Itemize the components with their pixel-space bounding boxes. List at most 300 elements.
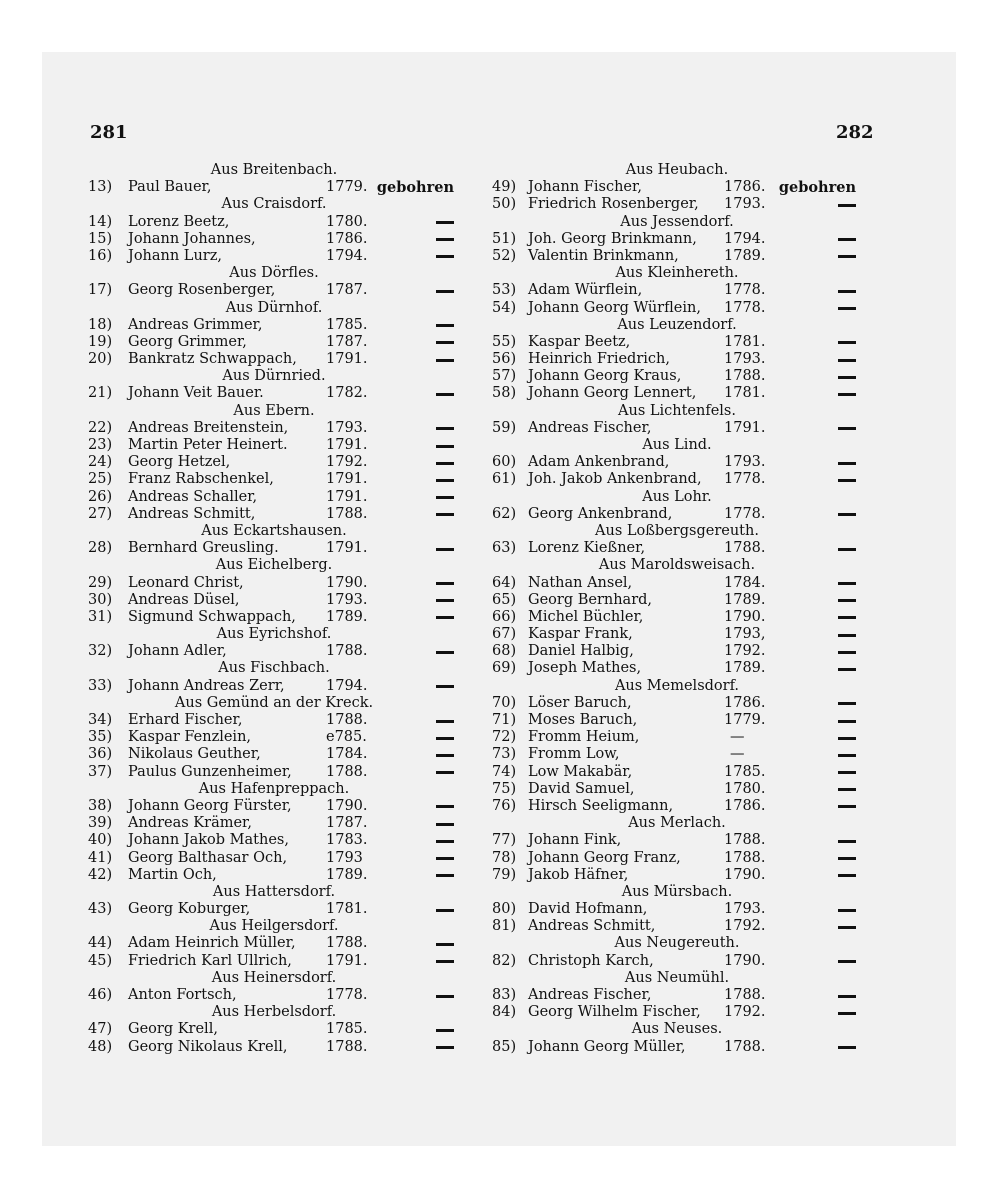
entry-number: 25) [88,471,113,488]
list-item [88,420,460,437]
entry-mark [838,867,856,884]
entry-year: 1788. [326,712,368,728]
dash-mark [436,909,454,912]
entry-number: 69) [492,660,517,677]
entry-name: Lorenz Kießner, [528,540,646,557]
dash-mark [436,857,454,860]
entry-year: 1788. [724,368,766,385]
entry-mark [436,729,454,746]
entry-mark [838,746,856,763]
entry-number: 72) [492,729,517,746]
entry-mark [436,609,454,626]
entry-name: Georg Krell, [128,1021,218,1038]
section-heading: Aus Maroldsweisach. [598,557,756,574]
entry-number: 31) [88,608,113,625]
dash-mark [436,960,454,963]
entry-name: Fromm Low, [528,746,620,763]
entry-mark [436,437,454,454]
section-heading: Aus Kleinhereth. [615,265,739,282]
entry-number: 32) [88,643,113,660]
dash-mark [436,290,454,293]
list-item [88,850,460,867]
list-item [492,626,862,643]
entry-name: Hirsch Seeligmann, [528,797,674,814]
entry-number: 18) [88,316,113,333]
entry-mark [436,746,454,763]
section-heading: Aus Neuses. [631,1021,723,1038]
entry-name: Johann Andreas Zerr, [128,677,285,694]
section-heading: Aus Herbelsdorf. [211,1004,337,1021]
entry-mark [436,764,454,781]
section-heading: Aus Merlach. [628,815,726,832]
entry-name: Georg Rosenberger, [128,282,276,299]
list-item [492,471,862,488]
entry-year: 1791. [326,952,368,969]
entry-name: Adam Würflein, [528,282,643,299]
entry-year: 1787. [326,815,368,832]
entry-year: 1781. [724,333,766,350]
entry-mark [436,815,454,832]
entry-mark [838,334,856,351]
entry-name: Johann Georg Fürster, [128,797,292,814]
list-item [492,385,862,402]
entry-name: Sigmund Schwappach, [128,608,296,625]
entry-number: 44) [88,935,113,952]
entry-name: Georg Ankenbrand, [528,505,673,522]
entry-year: 1786. [724,179,766,196]
entry-number: 42) [88,866,113,883]
list-item [492,1004,862,1021]
entry-mark [436,592,454,609]
list-item [88,798,460,815]
entry-year: 1779. [724,712,766,728]
entry-number: 55) [492,333,517,350]
entry-mark [436,471,454,488]
entry-mark [436,420,454,437]
list-item [492,867,862,884]
entry-year: 1785. [326,1021,368,1038]
entry-name: Moses Baruch, [528,712,638,728]
entry-year: 1786. [724,797,766,814]
dash-mark [838,634,856,637]
dash-mark [838,582,856,585]
list-item [88,764,460,781]
entry-mark [838,798,856,815]
entry-name: Low Makabär, [528,763,633,780]
entry-name: Jakob Häfner, [528,866,629,883]
entry-number: 59) [492,419,517,436]
dash-mark [436,479,454,482]
entry-name: Andreas Schaller, [128,488,258,505]
entry-year: 1791. [326,437,368,453]
list-item [88,179,460,196]
list-item [492,695,862,712]
entry-year: 1788. [326,1038,368,1055]
list-item [492,196,862,213]
list-item [88,1021,460,1038]
list-item [492,953,862,970]
section-heading: Aus Hattersdorf. [212,883,336,900]
entry-year: 1791. [326,471,368,488]
list-item [88,1039,460,1056]
list-item [492,781,862,798]
entry-name: Kaspar Fenzlein, [128,729,252,746]
list-item [88,454,460,471]
dash-mark [838,874,856,877]
entry-number: 68) [492,643,517,660]
entry-name: Leonard Christ, [128,574,244,591]
section-heading: Aus Lichtenfels. [618,402,736,419]
entry-mark [436,1021,454,1038]
entry-name: Johann Georg Franz, [528,849,681,866]
dash-mark [838,771,856,774]
section-heading: Aus Dörfles. [229,265,319,282]
dash-mark [436,599,454,602]
entry-year: 1791. [724,419,766,436]
dash-mark [838,513,856,516]
list-item [492,609,862,626]
entry-number: 51) [492,230,517,247]
entry-mark [838,540,856,557]
entry-mark [436,540,454,557]
entry-year: 1781. [724,385,766,402]
entry-mark [436,867,454,884]
entry-number: 73) [492,746,517,763]
entry-name: Anton Fortsch, [128,987,237,1003]
entry-number: 47) [88,1021,113,1038]
entry-year: 1793. [326,591,368,608]
entry-number: 22) [88,419,113,436]
entry-mark [838,626,856,643]
dash-mark [838,427,856,430]
entry-name: Friedrich Rosenberger, [528,196,699,213]
entry-year: 1784. [326,746,368,763]
list-item [88,987,460,1004]
entry-name: Andreas Schmitt, [528,918,656,935]
entry-year: 1788. [326,643,368,660]
entry-number: 81) [492,918,517,935]
entry-number: 62) [492,505,517,522]
list-item [492,764,862,781]
entry-name: Paul Bauer, [128,179,212,196]
entry-number: 67) [492,626,517,643]
list-item [88,334,460,351]
entry-mark [838,575,856,592]
dash-mark [838,805,856,808]
entry-number: 38) [88,797,113,814]
entry-year: 1785. [326,316,368,333]
dash-mark [838,341,856,344]
entry-name: Adam Heinrich Müller, [128,935,296,952]
dash-mark [436,754,454,757]
entry-name: Löser Baruch, [528,694,632,711]
entry-year: e785. [326,729,367,746]
list-item [492,248,862,265]
dash-mark [838,479,856,482]
section-heading: Aus Loßbergsgereuth. [595,522,759,539]
section-heading: Aus Lohr. [642,488,712,505]
entry-number: 15) [88,230,113,247]
list-item [88,867,460,884]
entry-name: Andreas Breitenstein, [128,419,289,436]
entry-name: Johann Johannes, [128,230,256,247]
entry-number: 56) [492,351,517,368]
entry-number: 52) [492,247,517,264]
dash-mark [838,668,856,671]
entry-mark [838,300,856,317]
dash-mark [838,720,856,723]
entry-year: 1793 [326,849,363,866]
entry-mark [838,385,856,402]
entry-mark [436,214,454,231]
entry-number: 80) [492,901,517,918]
list-item [492,660,862,677]
entry-number: 61) [492,471,517,488]
dash-mark [838,754,856,757]
dash-mark [838,290,856,293]
entry-mark [838,781,856,798]
entry-year: — [730,729,745,746]
list-item [492,798,862,815]
entry-number: 84) [492,1004,517,1021]
entry-number: 40) [88,832,113,849]
list-item [492,454,862,471]
section-heading: Aus Eckartshausen. [201,522,347,539]
entry-name: Bernhard Greusling. [128,540,279,557]
entry-number: 74) [492,763,517,780]
entry-mark [838,953,856,970]
section-heading: Aus Leuzendorf. [617,316,737,333]
entry-mark [838,454,856,471]
entry-number: 58) [492,385,517,402]
entry-name: Joh. Georg Brinkmann, [528,230,697,247]
entry-name: Georg Koburger, [128,901,251,918]
list-item [492,334,862,351]
list-item [88,815,460,832]
list-item [492,850,862,867]
entry-mark [436,935,454,952]
list-item [88,471,460,488]
dash-mark [436,427,454,430]
entry-year: 1793. [724,454,766,471]
entry-year: 1778. [724,282,766,299]
entry-number: 57) [492,368,517,385]
list-item [492,1039,862,1056]
dash-mark [436,874,454,877]
dash-mark [436,823,454,826]
entry-mark [838,248,856,265]
entry-number: 65) [492,591,517,608]
dash-mark [436,995,454,998]
entry-mark [838,660,856,677]
entry-mark [838,609,856,626]
entry-year: 1785. [724,763,766,780]
entry-mark [436,334,454,351]
entry-name: Johann Lurz, [128,247,222,264]
entry-year: 1793, [724,626,766,643]
entry-name: Friedrich Karl Ullrich, [128,952,292,969]
section-heading: Aus Neugereuth. [614,935,740,952]
entry-mark [838,901,856,918]
entry-name: Johann Georg Würflein, [528,299,701,316]
entry-year: 1778. [724,505,766,522]
entry-name: Johann Jakob Mathes, [128,832,289,849]
dash-mark [838,995,856,998]
entry-number: 77) [492,832,517,849]
entry-mark [436,832,454,849]
entry-number: 35) [88,729,113,746]
section-heading: Aus Heinersdorf. [211,969,337,986]
section-heading: Aus Dürnried. [222,368,326,385]
entry-year: 1778. [724,471,766,488]
dash-mark [436,359,454,362]
entry-number: 66) [492,608,517,625]
entry-year: 1790. [326,797,368,814]
dash-mark [436,805,454,808]
dash-mark [838,737,856,740]
entry-mark [436,231,454,248]
entry-name: Johann Georg Kraus, [528,368,682,385]
entry-mark [436,385,454,402]
section-heading: Aus Gemünd an der Kreck. [174,694,374,711]
entry-number: 17) [88,282,113,299]
dash-mark [436,393,454,396]
entry-number: 21) [88,385,113,402]
entry-year: 1788. [724,1038,766,1055]
list-item [492,300,862,317]
entry-name: Georg Wilhelm Fischer, [528,1004,701,1021]
entry-mark [838,1004,856,1021]
entry-mark: gebohren [376,179,454,197]
entry-mark [436,248,454,265]
entry-name: Georg Hetzel, [128,454,231,471]
entry-name: Paulus Gunzenheimer, [128,763,292,780]
left-column [88,162,460,1056]
entry-year: 1793. [724,901,766,918]
section-heading: Aus Lind. [642,437,712,453]
dash-mark [436,238,454,241]
entry-year: 1788. [326,763,368,780]
section-heading: Aus Breitenbach. [210,162,338,178]
dash-mark [436,943,454,946]
list-item [88,901,460,918]
entry-number: 26) [88,488,113,505]
entry-year: 1792. [724,643,766,660]
entry-name: Georg Bernhard, [528,591,653,608]
list-item [492,987,862,1004]
entry-name: Heinrich Friedrich, [528,351,670,368]
entry-name: David Samuel, [528,780,635,797]
dash-mark [436,1029,454,1032]
entry-number: 16) [88,247,113,264]
list-item [88,575,460,592]
entry-year: 1788. [326,935,368,952]
dash-mark [838,960,856,963]
entry-name: Andreas Schmitt, [128,505,256,522]
entry-year: 1790. [724,952,766,969]
list-item [88,231,460,248]
list-item [492,592,862,609]
entry-year: 1793. [326,419,368,436]
dash-mark [436,1046,454,1049]
entry-number: 53) [492,282,517,299]
list-item [88,489,460,506]
list-item [88,540,460,557]
dash-mark [436,341,454,344]
entry-year: 1781. [326,901,368,918]
entry-number: 19) [88,333,113,350]
right-column [492,162,862,1056]
list-item [492,282,862,299]
entry-mark [838,712,856,729]
dash-mark [436,445,454,448]
entry-name: Michel Büchler, [528,608,644,625]
entry-mark [838,592,856,609]
list-item [88,643,460,660]
entry-number: 39) [88,815,113,832]
entry-name: Georg Nikolaus Krell, [128,1038,288,1055]
entry-year: 1788. [724,832,766,849]
dash-mark [838,651,856,654]
dash-mark [436,221,454,224]
entry-number: 33) [88,677,113,694]
entry-number: 79) [492,866,517,883]
entry-year: 1790. [724,608,766,625]
dash-mark [838,616,856,619]
dash-mark [838,840,856,843]
entry-mark [838,506,856,523]
entry-number: 13) [88,179,113,196]
entry-mark [838,850,856,867]
entry-mark [436,351,454,368]
dash-mark [838,926,856,929]
entry-mark [436,678,454,695]
entry-name: Johann Georg Müller, [528,1038,686,1055]
section-heading: Aus Heilgersdorf. [209,918,339,935]
entry-name: Georg Balthasar Och, [128,849,288,866]
list-item [88,248,460,265]
entry-year: 1789. [724,591,766,608]
section-heading: Aus Dürnhof. [225,299,323,316]
entry-name: Johann Fink, [528,832,622,849]
entry-year: 1794. [724,230,766,247]
entry-name: Fromm Heium, [528,729,640,746]
entry-year: 1788. [724,987,766,1003]
entry-number: 49) [492,179,517,196]
dash-mark [838,393,856,396]
entry-year: 1788. [326,505,368,522]
entry-number: 27) [88,505,113,522]
list-item [88,712,460,729]
entry-name: Martin Peter Heinert. [128,437,288,453]
entry-name: Nathan Ansel, [528,574,633,591]
list-item [88,282,460,299]
entry-mark [838,1039,856,1056]
entry-year: — [730,746,745,763]
entry-year: 1787. [326,333,368,350]
section-heading: Aus Memelsdorf. [614,677,740,694]
entry-year: 1780. [724,780,766,797]
entry-year: 1788. [724,540,766,557]
list-item [88,351,460,368]
entry-year: 1790. [326,574,368,591]
page-number-right: 282 [836,122,874,143]
entry-name: Nikolaus Geuther, [128,746,261,763]
entry-number: 45) [88,952,113,969]
entry-mark [838,351,856,368]
entry-name: Adam Ankenbrand, [528,454,670,471]
entry-year: 1791. [326,488,368,505]
